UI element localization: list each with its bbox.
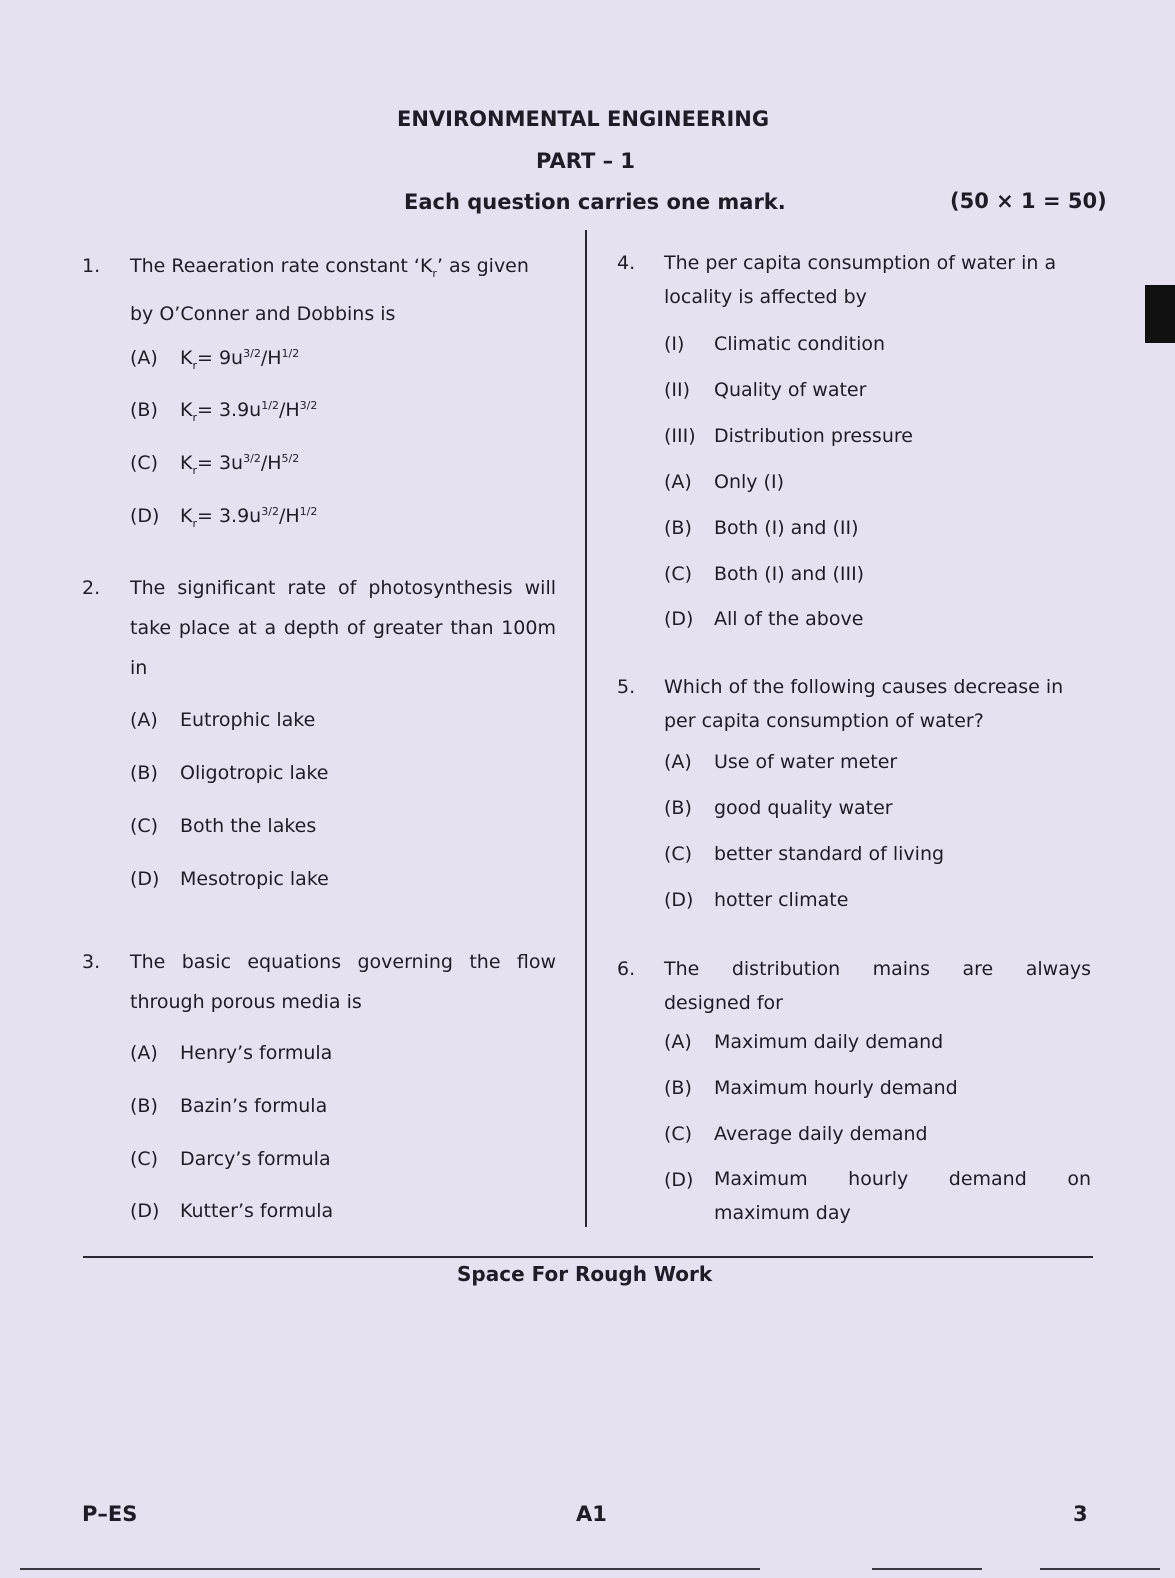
option-4d: (D) All of the above xyxy=(664,608,864,630)
bottom-rule xyxy=(1040,1568,1160,1570)
rough-work-label: Space For Rough Work xyxy=(457,1262,713,1286)
option-5c: (C) better standard of living xyxy=(664,843,945,865)
option-2c: (C) Both the lakes xyxy=(130,815,317,837)
bottom-rule xyxy=(20,1568,760,1570)
option-3c: (C) Darcy’s formula xyxy=(130,1148,331,1170)
option-3d: (D) Kutter’s formula xyxy=(130,1200,334,1222)
question-number: 2. xyxy=(82,577,101,599)
option-5b: (B) good quality water xyxy=(664,797,893,819)
option-6b: (B) Maximum hourly demand xyxy=(664,1077,958,1099)
option-5d: (D) hotter climate xyxy=(664,889,849,911)
question-number: 4. xyxy=(617,252,636,274)
option-1d: (D) $K_r= 3.9u^{3/2}/H^{1/2}$ xyxy=(130,505,318,530)
option-1b: (B) $K_r= 3.9u^{1/2}/H^{3/2}$ xyxy=(130,399,318,424)
question-text: The Reaeration rate constant ‘$K_r$’ as given by O’Conner and Dobbins is xyxy=(130,255,529,325)
section-title: ENVIRONMENTAL ENGINEERING xyxy=(397,107,770,131)
option-1a: (A) $K_r= 9u^{3/2}/H^{1/2}$ xyxy=(130,347,300,372)
question-number: 3. xyxy=(82,951,101,973)
option-1c: (C) $K_r= 3u^{3/2}/H^{5/2}$ xyxy=(130,452,300,477)
question-text: The significant rate of photosynthesis will take place at a depth of greater than 100m in xyxy=(130,577,556,679)
statement-4-iii: (III) Distribution pressure xyxy=(664,425,913,447)
question-text: Which of the following causes decrease in per capita consumption of water? xyxy=(664,676,1064,732)
option-2b: (B) Oligotropic lake xyxy=(130,762,329,784)
option-3a: (A) Henry’s formula xyxy=(130,1042,333,1064)
option-2a: (A) Eutrophic lake xyxy=(130,709,316,731)
option-3b: (B) Bazin’s formula xyxy=(130,1095,328,1117)
booklet-series: A1 xyxy=(576,1502,607,1526)
question-text: The distribution mains are always designed for xyxy=(664,958,1091,1014)
part-title: PART – 1 xyxy=(536,149,636,173)
option-2d: (D) Mesotropic lake xyxy=(130,868,329,890)
option-5a: (A) Use of water meter xyxy=(664,751,898,773)
question-number: 6. xyxy=(617,958,636,980)
option-4c: (C) Both (I) and (III) xyxy=(664,563,865,585)
question-number: 5. xyxy=(617,676,636,698)
page-number: 3 xyxy=(1073,1502,1088,1526)
marks-allocation: (50 × 1 = 50) xyxy=(950,189,1107,213)
column-divider xyxy=(585,230,587,1227)
bottom-rule xyxy=(872,1568,982,1570)
section-divider xyxy=(83,1256,1093,1258)
question-number: 1. xyxy=(82,255,101,277)
instruction: Each question carries one mark. xyxy=(404,190,786,214)
statement-4-i: (I) Climatic condition xyxy=(664,333,886,355)
option-6c: (C) Average daily demand xyxy=(664,1123,928,1145)
paper-code: P–ES xyxy=(82,1502,138,1526)
option-4a: (A) Only (I) xyxy=(664,471,784,493)
option-6a: (A) Maximum daily demand xyxy=(664,1031,944,1053)
question-text: The per capita consumption of water in a locality is affected by xyxy=(664,252,1057,308)
option-4b: (B) Both (I) and (II) xyxy=(664,517,859,539)
statement-4-ii: (II) Quality of water xyxy=(664,379,867,401)
question-text: The basic equations governing the flow through porous media is xyxy=(130,951,556,1013)
page-edge-tab xyxy=(1145,285,1175,343)
option-6d: (D) Maximum hourly demand on maximum day xyxy=(664,1168,1091,1224)
